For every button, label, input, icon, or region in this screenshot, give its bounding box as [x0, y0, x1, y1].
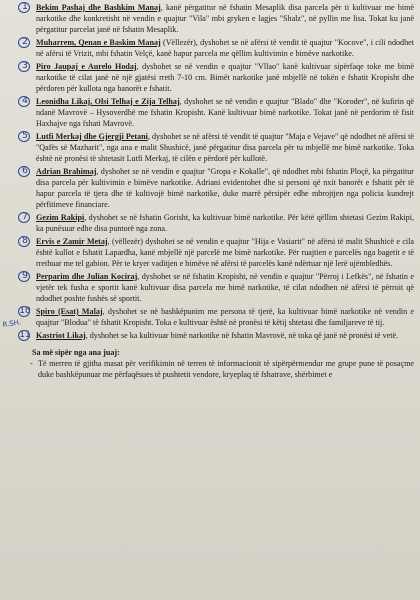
person-names: Ervis e Zamir Metaj [36, 236, 108, 246]
person-names: Muharrem, Qenan e Baskim Manaj [36, 38, 161, 47]
list-item [18, 131, 414, 165]
list-item [18, 330, 414, 341]
list-item [18, 166, 414, 211]
person-names: Lutfi Merkaj dhe Gjergji Petani [36, 131, 148, 141]
entry-text: , kanë përgatitur në fshatin Mesaplik disa parcela për ti kultivuar me bimë narkotike dhe konkretisht në vendin e quajtur "Vila" mbi gryken e lagjes "Shalz", në pyllin me lisa. Tokat ku janë përgatitur parcelat janë në fshatin Mesaplik. [36, 3, 415, 35]
bullet-text: Të merren të gjitha masat për verifikimin në terren të informacionit të sipërpërmendur me grupe pune të posaçme duke bashkëpunuar me përfaqësues të pushtetit vendore, kryeplaq të fshatrave, shërbimet e [38, 359, 414, 380]
list-item [18, 96, 414, 130]
person-names: Bekim Pashaj dhe Bashkim Manaj [36, 3, 161, 12]
entry-text: , dyshohet se në fshatin Kropisht, në vendin e quajtur "Përroj i Lefkës", në fshatin e vjetër tek fusha e sportit kanë kultivuar disa parcela me bimë narkotike, të cilat ndodhen në afërsi të përroit që ndodhet poshte fushës së sportit. [36, 271, 414, 304]
section-heading: Sa më sipër nga ana juaj: [32, 347, 120, 357]
entry-text: , dyshohet se në bashkëpunim me persona të tjerë, ka kultivuar bimë narkotike në vendin e quajtur "Blodua" të fshatit Kropisht. Toka e kultivuar është në pronësi të këtij shtetasi dhe familjareve të tij. [36, 306, 415, 327]
person-names: Piro Jaupaj e Aurelo Hodaj [36, 61, 137, 71]
list-item [18, 236, 414, 270]
margin-handwritten-note: R.SH. [2, 318, 22, 329]
person-names: Spiro (Esat) Malaj [36, 306, 103, 316]
entry-text: , dyshohet se në vendin e quajtur "Gropa e Kokalle", që ndodhet mbi fshatin Ploçë, ka përgatitur disa parcela për kultivimin e bimëve narkotike. Adriani evidentohet dhe si personi që nxit banorët e fshatit për të hapur parcela të tjera dhe të kultivojë bimë narkotike, duke marrë përsipër edhe mbrojtjen nga policia kundrejt përfitimeve financiare. [36, 166, 414, 210]
entry-text: , dyshohet se në fshatin Gorisht, ka kultivuar bimë narkotike. Për këtë qëllim shtetasi Gezim Rakipi, ka punësuar edhe disa puntorë nga zona. [36, 213, 414, 234]
list-item [18, 2, 414, 36]
person-names: Perparim dhe Julian Kociraj [36, 271, 138, 281]
circled-number-marker: 2 [19, 37, 31, 48]
list-item [18, 212, 414, 234]
circled-number-marker: 11 [19, 329, 31, 340]
bullet-dash: - [30, 359, 33, 368]
circled-number-marker: 7 [19, 212, 31, 223]
circled-number-marker: 1 [19, 2, 31, 13]
bullet-item [18, 358, 414, 380]
entry-text: , dyshohet se ka kultivuar bimë narkotike në fshatin Mavrovë, në toka që janë në pronësi të vetë. [85, 330, 399, 340]
circled-number-marker: 4 [19, 96, 31, 107]
circled-number-marker: 9 [19, 271, 31, 282]
list-item [18, 61, 414, 95]
circled-number-marker: 10 [19, 305, 31, 316]
document-body [18, 2, 414, 380]
circled-number-marker: 5 [19, 131, 31, 142]
entry-text: , (vëllezër) dyshohet se në vendin e quajtur "Hija e Vasiarit" në afërsi të malit Shushicë e cila është kullot e fshatit Lapardha, kanë mbjellë një parcelë me bimë narkotike. Për ruajtien e parcelës nga bagetit e të rrethuar me tel gabion. Për te kryer vaditjen e bimëve në afërsi të parcelës kanë ndërtuar një lerë ujëmbledhës. [36, 236, 414, 269]
person-names: Leonidha Likaj, Olsi Telhaj e Zija Telhaj [36, 96, 180, 106]
circled-number-marker: 8 [19, 236, 31, 247]
entry-text: , dyshohet se në vendin e quajtur "Vllao" kanë kultivuar sipërfaqe toke me bimë narkotike të cilat janë në një gjatësi rreth 7-10 cm. Bimët narkotike janë mbjellë në tokën e fshatit Kropisht dhe përdoren për kullota nga banorët e fshatit. [36, 61, 414, 94]
person-names: Gezim Rakipi [36, 213, 85, 222]
entry-text: , dyshohet se në afërsi të vendit të quajtur "Maja e Vejave" që ndodhet në afërsi të "Qafës së Mazharit", nga ana e malit Shushicë, janë përgatitur disa parcela për tu mbjellë me bimë narkotike. Toka është në pronësi të shtetasit Lutfi Merkaj, të cilën e përdorë për kullotë. [36, 131, 414, 164]
circled-number-marker: 3 [19, 61, 31, 72]
entry-text: , dyshohet se në vendin e quajtur "Blado" dhe "Koroder", në kufirin që ndanë Mavrovë – Hysoverdhë me fshatin Kropisht. Kanë kultivuar bimë narkotike. Tokat janë në perdorim të fisit Haxhajve nga fshati Mavrovë. [36, 96, 414, 129]
circled-number-marker: 6 [19, 166, 31, 177]
entry-text: (Vëllezër), dyshohet se në afërsi të vendit të quajtur "Kocove", i cili ndodhet në afërsi të Vrizit, mbi fshatin Velçë, kanë hapur parcela me qëllim kultivimin e bimëve narkotike. [36, 38, 414, 59]
person-names: Kastriot Likaj [36, 330, 86, 340]
person-names: Adrian Brahimaj [36, 166, 97, 176]
list-item [18, 271, 414, 305]
list-item [18, 306, 414, 328]
list-item [18, 37, 414, 59]
